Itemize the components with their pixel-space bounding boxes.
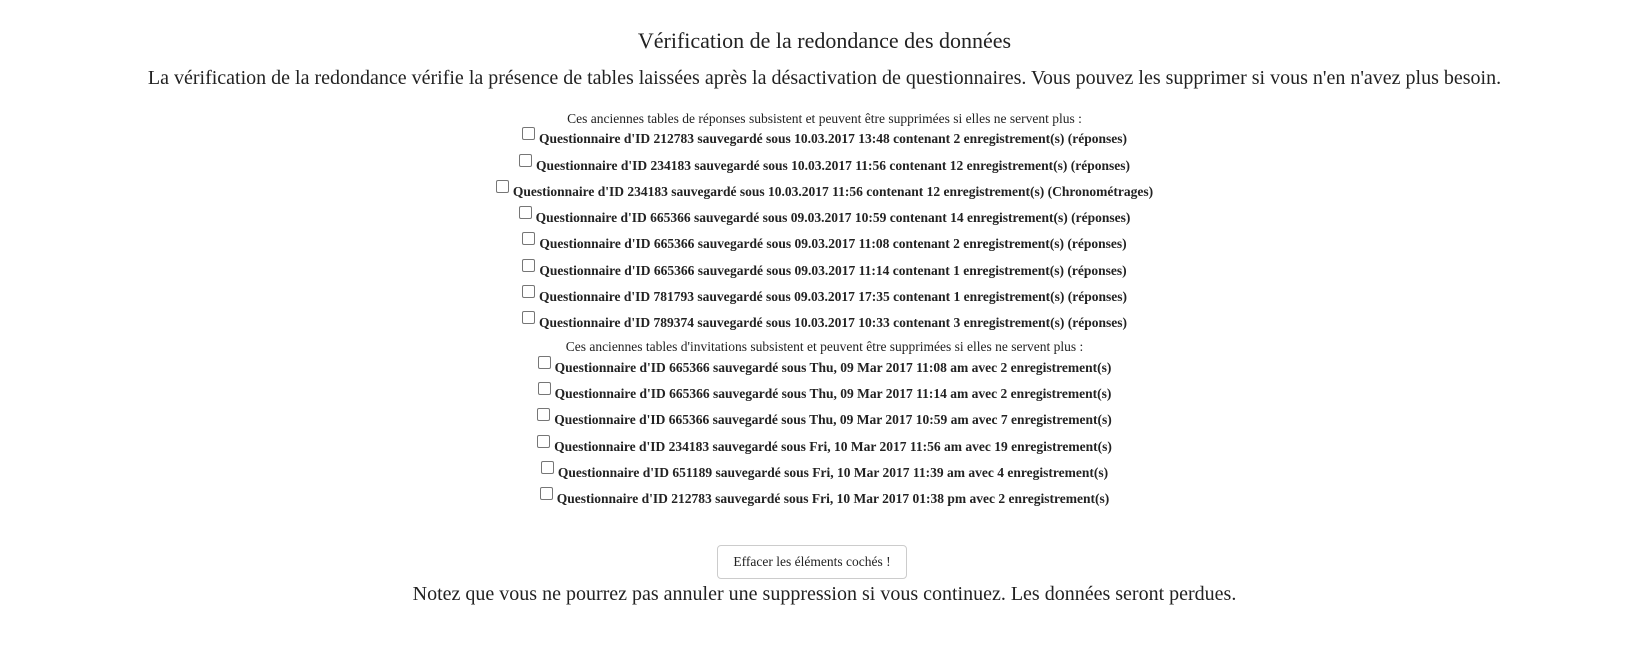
response-table-item[interactable] [0,158,1649,174]
page-title: Vérification de la redondance des données [637,28,1012,53]
response-table-label: Questionnaire d'ID 234183 sauvegardé sous 10.03.2017 11:56 contenant 12 enregistrement(s) (Chronométrages) [512,184,1154,199]
invitation-table-item[interactable] [0,412,1649,428]
invitation-table-item[interactable] [0,465,1649,481]
invitation-table-item[interactable] [0,386,1649,402]
invitation-tables-heading: Ces anciennes tables d'invitations subsistent et peuvent être supprimées si elles ne servent plus : [565,339,1084,354]
checkbox[interactable] [522,285,535,298]
response-table-item[interactable] [0,236,1649,252]
invitation-table-label: Questionnaire d'ID 665366 sauvegardé sous Thu, 09 Mar 2017 11:14 am avec 2 enregistrement(s) [554,386,1112,401]
checkbox[interactable] [522,311,535,324]
response-table-label: Questionnaire d'ID 665366 sauvegardé sous 09.03.2017 11:14 contenant 1 enregistrement(s) (réponses) [539,263,1127,278]
response-table-label: Questionnaire d'ID 665366 sauvegardé sous 09.03.2017 10:59 contenant 14 enregistrement(s) (réponses) [535,210,1131,225]
invitation-table-item[interactable] [0,491,1649,507]
response-table-item[interactable] [0,315,1649,331]
checkbox[interactable] [519,206,532,219]
response-table-label: Questionnaire d'ID 665366 sauvegardé sous 09.03.2017 11:08 contenant 2 enregistrement(s) (réponses) [539,236,1127,251]
checkbox[interactable] [537,435,550,448]
checkbox[interactable] [540,487,553,500]
invitation-table-label: Questionnaire d'ID 665366 sauvegardé sous Thu, 09 Mar 2017 11:08 am avec 2 enregistrement(s) [554,360,1112,375]
invitation-table-label: Questionnaire d'ID 234183 sauvegardé sous Fri, 10 Mar 2017 11:56 am avec 19 enregistrement(s) [554,439,1112,454]
invitation-table-label: Questionnaire d'ID 212783 sauvegardé sous Fri, 10 Mar 2017 01:38 pm avec 2 enregistrement(s) [556,491,1110,506]
checkbox[interactable] [538,382,551,395]
delete-checked-button[interactable]: Effacer les éléments cochés ! [717,545,907,579]
response-table-label: Questionnaire d'ID 234183 sauvegardé sous 10.03.2017 11:56 contenant 12 enregistrement(s) (réponses) [536,158,1130,173]
checkbox[interactable] [519,154,532,167]
invitation-table-item[interactable] [0,360,1649,376]
invitation-table-label: Questionnaire d'ID 665366 sauvegardé sous Thu, 09 Mar 2017 10:59 am avec 7 enregistrement(s) [554,412,1112,427]
page-intro: La vérification de la redondance vérifie la présence de tables laissées après la désactivation de questionnaires. Vous pouvez les supprimer si vous n'en n'avez plus besoin. [147,67,1502,89]
checkbox[interactable] [496,180,509,193]
response-table-item[interactable] [0,184,1649,200]
checkbox[interactable] [522,259,535,272]
response-table-label: Questionnaire d'ID 212783 sauvegardé sous 10.03.2017 13:48 contenant 2 enregistrement(s) (réponses) [539,131,1127,146]
response-table-item[interactable] [0,289,1649,305]
checkbox[interactable] [522,232,535,245]
checkbox[interactable] [538,356,551,369]
checkbox[interactable] [541,461,554,474]
response-table-label: Questionnaire d'ID 781793 sauvegardé sous 09.03.2017 17:35 contenant 1 enregistrement(s) (réponses) [539,289,1127,304]
response-table-label: Questionnaire d'ID 789374 sauvegardé sous 10.03.2017 10:33 contenant 3 enregistrement(s) (réponses) [539,315,1127,330]
deletion-warning: Notez que vous ne pourrez pas annuler une suppression si vous continuez. Les données seront perdues. [412,583,1237,605]
response-table-item[interactable] [0,210,1649,226]
checkbox[interactable] [537,408,550,421]
invitation-table-item[interactable] [0,439,1649,455]
response-tables-heading: Ces anciennes tables de réponses subsistent et peuvent être supprimées si elles ne servent plus : [567,111,1082,126]
response-table-item[interactable] [0,131,1649,147]
invitation-table-label: Questionnaire d'ID 651189 sauvegardé sous Fri, 10 Mar 2017 11:39 am avec 4 enregistrement(s) [557,465,1109,480]
checkbox[interactable] [522,127,535,140]
response-table-item[interactable] [0,263,1649,279]
